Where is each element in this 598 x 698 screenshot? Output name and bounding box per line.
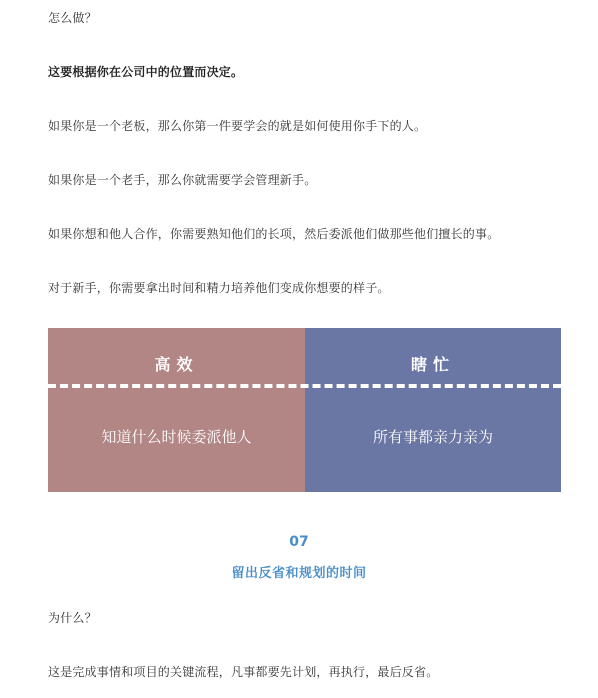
paragraph-cooperate: 如果你想和他人合作，你需要熟知他们的长项，然后委派他们做那些他们擅长的事。 [48,227,500,241]
comparison-right-heading: 瞎忙 [410,355,455,374]
paragraph-boss: 如果你是一个老板，那么你第一件要学会的就是如何使用你手下的人。 [48,119,427,133]
paragraph-why: 为什么？ [48,611,97,625]
comparison-right-body: 所有事都亲力亲为 [372,428,493,446]
paragraph-key-process: 这是完成事情和项目的关键流程，凡事都要先计划，再执行，最后反省。 [48,665,439,679]
paragraph-depends-on-position: 这要根据你在公司中的位置而决定。 [48,65,244,79]
dashed-divider [48,384,561,388]
comparison-left-panel [48,328,305,492]
section-number: 07 [289,534,309,550]
section-title: 留出反省和规划的时间 [231,566,367,581]
comparison-table [48,328,561,492]
comparison-right-panel [305,328,561,492]
paragraph-how: 怎么做？ [48,11,97,25]
paragraph-newcomer: 对于新手，你需要拿出时间和精力培养他们变成你想要的样子。 [48,281,390,295]
paragraph-veteran: 如果你是一个老手，那么你就需要学会管理新手。 [48,173,317,187]
comparison-left-heading: 高效 [154,355,199,374]
comparison-left-body: 知道什么时候委派他人 [101,428,252,446]
